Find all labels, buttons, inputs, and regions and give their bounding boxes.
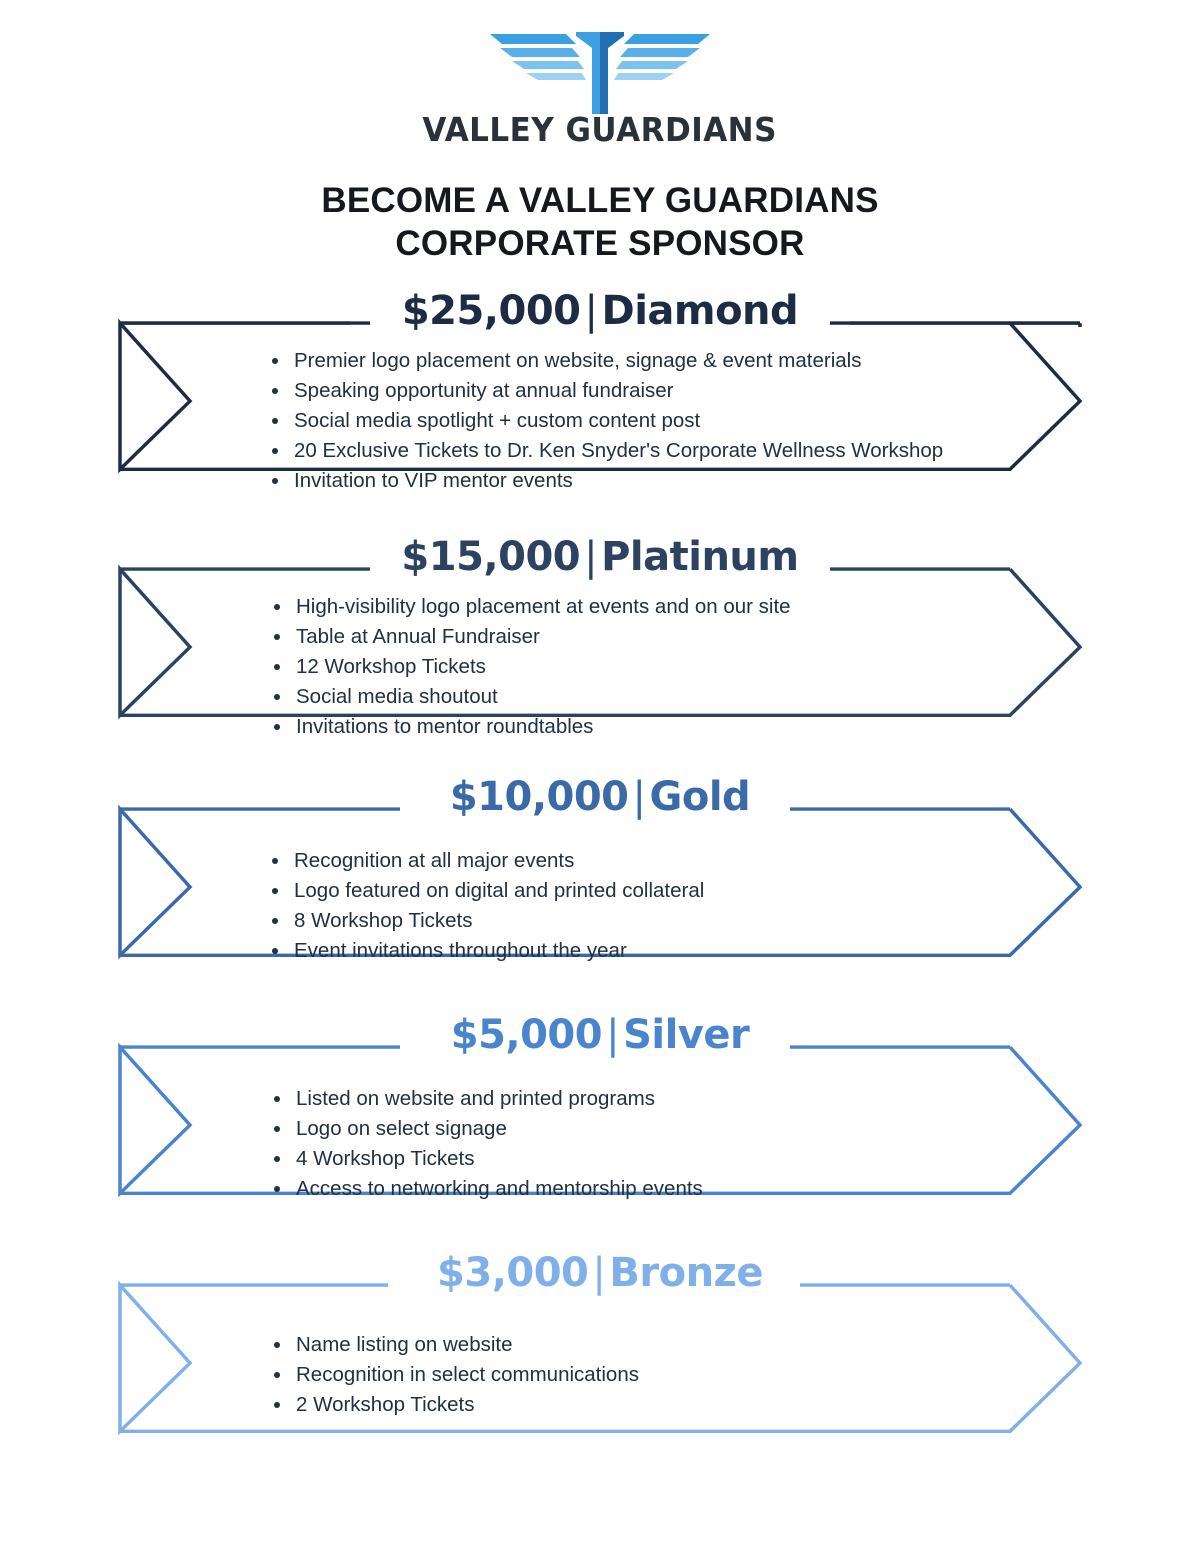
list-item: High-visibility logo placement at events and on our site [272, 592, 791, 622]
tier-separator: | [592, 1249, 606, 1296]
tier-heading-bronze [0, 1250, 1200, 1296]
valley-guardians-chevron-wings-logo-icon [480, 26, 720, 118]
tier-name: Diamond [601, 287, 799, 334]
tier-amount: $5,000 [450, 1011, 603, 1058]
tier-benefits-silver [272, 1084, 703, 1204]
tier-amount: $3,000 [437, 1249, 589, 1296]
tier-name: Silver [623, 1011, 750, 1058]
tier-separator: | [632, 773, 646, 820]
tier-separator: | [606, 1011, 620, 1058]
list-item: 4 Workshop Tickets [272, 1144, 703, 1174]
list-item: 12 Workshop Tickets [272, 652, 791, 682]
list-item: Table at Annual Fundraiser [272, 622, 791, 652]
tier-name: Bronze [609, 1249, 763, 1296]
tier-amount: $25,000 [401, 287, 581, 334]
list-item: Speaking opportunity at annual fundraiser [270, 376, 943, 406]
tier-benefits-diamond [270, 346, 943, 496]
list-item: Recognition in select communications [272, 1360, 639, 1390]
sponsor-tier-list [0, 288, 1200, 1486]
sponsor-tier-diamond [0, 288, 1200, 524]
tier-benefits-gold [270, 846, 704, 966]
tier-name: Gold [649, 773, 751, 820]
tier-separator: | [584, 533, 598, 580]
tier-amount: $15,000 [401, 533, 581, 580]
list-item: Logo featured on digital and printed collateral [270, 876, 704, 906]
list-item: Listed on website and printed programs [272, 1084, 703, 1114]
sponsor-tier-platinum [0, 534, 1200, 770]
tier-name: Platinum [601, 533, 799, 580]
list-item: Invitations to mentor roundtables [272, 712, 791, 742]
tier-amount: $10,000 [449, 773, 629, 820]
sponsor-tier-silver [0, 1012, 1200, 1248]
list-item: Event invitations throughout the year [270, 936, 704, 966]
sponsor-tier-bronze [0, 1250, 1200, 1486]
list-item: Social media shoutout [272, 682, 791, 712]
tier-separator: | [584, 287, 598, 334]
list-item: Recognition at all major events [270, 846, 704, 876]
list-item: 2 Workshop Tickets [272, 1390, 639, 1420]
page-title-line-1: BECOME A VALLEY GUARDIANS [321, 181, 879, 220]
brand-wordmark: VALLEY GUARDIANS [422, 110, 778, 149]
list-item: Social media spotlight + custom content post [270, 406, 943, 436]
sponsor-tier-gold [0, 774, 1200, 1010]
tier-heading-silver [0, 1012, 1200, 1058]
page-title-line-2: CORPORATE SPONSOR [395, 224, 805, 264]
list-item: Access to networking and mentorship events [272, 1174, 703, 1204]
tier-benefits-platinum [272, 592, 791, 742]
tier-heading-platinum [0, 534, 1200, 580]
list-item: Invitation to VIP mentor events [270, 466, 943, 496]
list-item: Name listing on website [272, 1330, 639, 1360]
list-item: 20 Exclusive Tickets to Dr. Ken Snyder's Corporate Wellness Workshop [270, 436, 943, 466]
list-item: 8 Workshop Tickets [270, 906, 704, 936]
page-title [190, 179, 1010, 266]
list-item: Premier logo placement on website, signage & event materials [270, 346, 943, 376]
tier-benefits-bronze [272, 1330, 639, 1420]
list-item: Logo on select signage [272, 1114, 703, 1144]
tier-heading-diamond [0, 288, 1200, 334]
brand-logo-block [0, 0, 1200, 149]
tier-heading-gold [0, 774, 1200, 820]
